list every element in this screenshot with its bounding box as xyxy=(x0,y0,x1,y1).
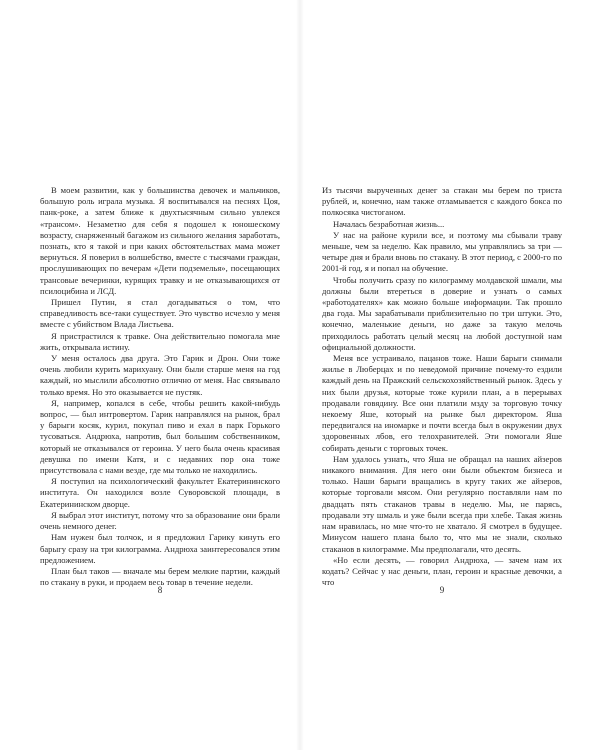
paragraph: У нас на районе курили все, и поэтому мы сбывали траву меньше, чем за неделю. Как правило, мы управлялись за три — четыре дня и брали вновь по стакану. В этот период, с 2000-го по 2001-й год, я и попал на обучение. xyxy=(322,229,562,274)
paragraph: Я выбрал этот институт, потому что за образование они брали очень немного денег. xyxy=(40,509,280,532)
paragraph: Пришел Путин, я стал догадываться о том, что справедливость все-таки существует. Это чувство исчезло у меня вместе с убийством Влада Листьева. xyxy=(40,297,280,330)
left-page-text xyxy=(40,185,280,588)
paragraph: Нам удалось узнать, что Яша не обращал на наших айзеров никакого внимания. Для него они были объектом бизнеса и только. Наши барыги вращались в кругу таких же айзеров, которые торговали мясом. Они регулярно поставляли нам по двадцать пять стаканов травы в неделю. Мы, не парясь, продавали эту шмаль и уже были всегда при хлебе. Такая жизнь нам нравилась, но мне что-то не хватало. Я смотрел в будущее. Минусом нашего плана было то, что мы не знали, сколько стаканов в килограмме. Мы предполагали, что десять. xyxy=(322,453,562,554)
right-page-number: 9 xyxy=(439,585,445,595)
left-page-number: 8 xyxy=(157,585,163,595)
page-gutter xyxy=(296,0,304,750)
paragraph: Я пристрастился к травке. Она действительно помогала мне жить, открывала истину. xyxy=(40,330,280,352)
paragraph: Чтобы получить сразу по килограмму молдавской шмали, мы должны были втереться в доверие и узнать о самых «работодателях» как можно больше информации. Так прошло два года. Мы зарабатывали приблизительно по три штуки. Это, конечно, маленькие деньги, но даже за такую мелочь приходилось работать целый месяц на любой доступной нам официальной должности. xyxy=(322,274,562,352)
paragraph: Меня все устраивало, пацанов тоже. Наши барыги снимали жилье в Люберцах и по неведомой причине почему-то ездили каждый день на Пражский сельскохозяйственный рынок. Здесь у них были друзья, которые тоже курили план, а в перерывах продавали говядину. Все они платили мзду за торговую точку некоему Яше, который на рынке был директором. Яша передвигался на иномарке и почти всегда был в окружении двух здоровенных лбов, его телохранителей. Эти помогали Яше собирать деньги с торговых точек. xyxy=(322,353,562,453)
paragraph: Началась безработная жизнь... xyxy=(333,218,445,229)
paragraph: У меня осталось два друга. Это Гарик и Дрон. Они тоже очень любили курить марихуану. Они были старше меня на год каждый, но мыслили абсолютно отлично от меня. Нас связывало только время. Но это оказывается не пустяк. xyxy=(40,353,280,397)
paragraph: Я поступил на психологический факультет Екатерининского института. Он находился возле Суворовской площади, в Екатерининском дворце. xyxy=(40,476,280,509)
paragraph: Я, например, копался в себе, чтобы решить какой-нибудь вопрос, — был интровертом. Гарик направлялся на рынок, брал у барыги косяк, курил, покупал пиво и ехал в парк Горького тусоваться. Андрюха, напротив, был большим собственником, который не отказывался от героина. У него была очень красивая девушка по имени Катя, и с недавних пор она тоже присутствовала с нами везде, где мы только не находились. xyxy=(40,397,280,476)
paragraph: План был таков — вначале мы берем мелкие партии, каждый по стакану в руки, и продаем весь товар в течение недели. xyxy=(40,565,280,588)
paragraph: «Но если десять, — говорил Андрюха, — зачем нам их кодать? Сейчас у нас деньги, план, героин и красные девочки, а что xyxy=(322,554,562,588)
paragraph: Нам нужен был толчок, и я предложил Гарику кинуть его барыгу сразу на три килограмма. Андрюха заинтересовался этим предложением. xyxy=(40,532,280,565)
right-page-text xyxy=(322,185,562,588)
paragraph: В моем развитии, как у большинства девочек и мальчиков, большую роль играла музыка. Я воспитывался на песнях Цоя, панк-роке, а затем ближе к двухтысячным сильно увлекся «трансом». Незаметно для себя я подошел к юношескому возрасту, снаряженный багажом из сильного желания заработать, познать, кто я такой и при каких обстоятельствах мама может вернуться. Я поверил в волшебство, вместе с тысячами граждан, прослушивающих по вечерам «Дети подземелья», посещающих трансовые вечеринки, курящих травку и не отказывающихся от псилоцибина и ЛСД. xyxy=(40,185,280,296)
paragraph: Из тысячи вырученных денег за стакан мы берем по триста рублей, и, конечно, нам также отламывается с каждого бокса по полкосяка чистоганом. xyxy=(322,185,562,218)
